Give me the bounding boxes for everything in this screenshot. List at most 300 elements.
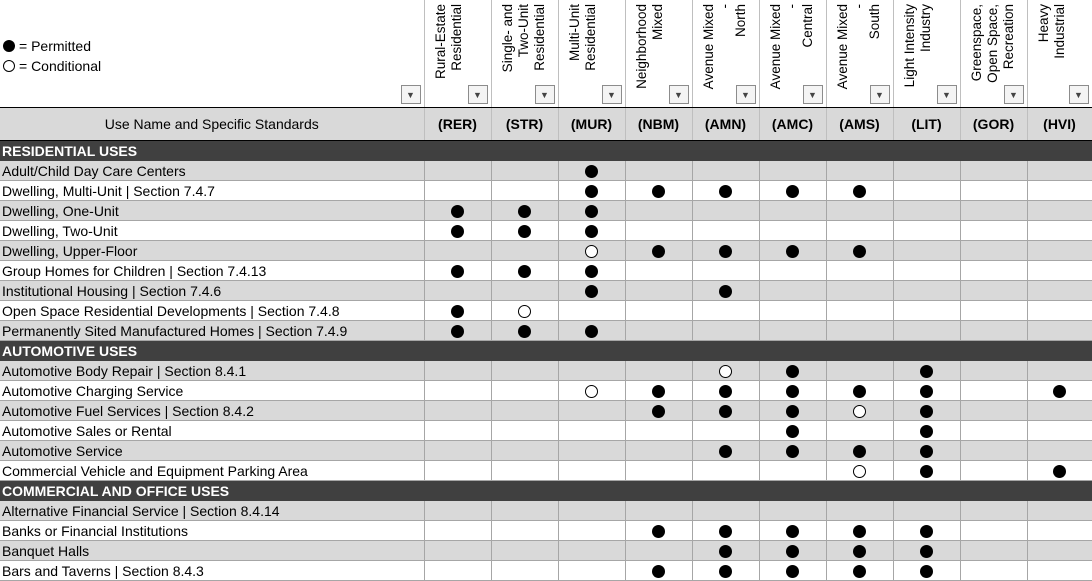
permission-cell[interactable] [893, 461, 960, 481]
permission-cell[interactable] [491, 541, 558, 561]
table-row[interactable] [0, 501, 1092, 521]
permission-cell[interactable] [759, 561, 826, 581]
permission-cell[interactable] [558, 461, 625, 481]
permission-cell[interactable] [893, 181, 960, 201]
filter-dropdown-button[interactable]: ▼ [937, 85, 957, 104]
permission-cell[interactable] [424, 261, 491, 281]
permission-cell[interactable] [759, 301, 826, 321]
table-row[interactable] [0, 201, 1092, 221]
permission-cell[interactable] [625, 441, 692, 461]
table-row[interactable] [0, 281, 1092, 301]
permission-cell[interactable] [692, 301, 759, 321]
filled-circle-icon [719, 185, 732, 198]
permission-cell[interactable] [960, 561, 1027, 581]
district-name-line: Avenue Mixed - [700, 4, 732, 90]
permission-cell[interactable] [826, 541, 893, 561]
permission-cell[interactable] [491, 261, 558, 281]
permission-cell[interactable] [424, 361, 491, 381]
section-filler-cell [491, 481, 558, 502]
permission-cell[interactable] [424, 321, 491, 341]
section-title: RESIDENTIAL USES [0, 141, 424, 162]
permission-cell[interactable] [692, 541, 759, 561]
section-filler-cell [960, 481, 1027, 502]
permission-cell[interactable] [692, 441, 759, 461]
permission-cell[interactable] [424, 381, 491, 401]
district-name-line: Industrial [1051, 4, 1067, 59]
district-name-line: Residential [448, 4, 464, 71]
permission-cell[interactable] [893, 221, 960, 241]
filter-dropdown-button[interactable]: ▼ [870, 85, 890, 104]
header-row [0, 0, 1092, 108]
permission-cell[interactable] [893, 361, 960, 381]
permission-cell[interactable] [558, 381, 625, 401]
permission-cell[interactable] [759, 181, 826, 201]
permission-cell[interactable] [558, 201, 625, 221]
permission-cell[interactable] [558, 321, 625, 341]
permission-cell[interactable] [1027, 521, 1092, 541]
permission-cell[interactable] [491, 221, 558, 241]
permission-cell[interactable] [491, 421, 558, 441]
permission-cell[interactable] [960, 301, 1027, 321]
permission-cell[interactable] [960, 241, 1027, 261]
permission-cell[interactable] [692, 181, 759, 201]
table-row[interactable] [0, 401, 1092, 421]
section-filler-cell [625, 481, 692, 502]
permission-cell[interactable] [625, 241, 692, 261]
permission-cell[interactable] [491, 301, 558, 321]
permission-cell[interactable] [625, 541, 692, 561]
permission-cell[interactable] [424, 241, 491, 261]
permission-cell[interactable] [960, 321, 1027, 341]
permission-cell[interactable] [491, 161, 558, 181]
permission-cell[interactable] [960, 461, 1027, 481]
filter-dropdown-button[interactable]: ▼ [669, 85, 689, 104]
permission-cell[interactable] [893, 301, 960, 321]
permission-cell[interactable] [759, 421, 826, 441]
permission-cell[interactable] [893, 321, 960, 341]
open-circle-icon [853, 465, 866, 478]
district-name-line: Open Space, [984, 4, 1000, 83]
filled-circle-icon [652, 405, 665, 418]
district-code: (AMN) [692, 108, 759, 141]
filter-dropdown-button[interactable]: ▼ [535, 85, 555, 104]
permission-cell[interactable] [759, 401, 826, 421]
permission-cell[interactable] [692, 241, 759, 261]
permission-cell[interactable] [558, 561, 625, 581]
filled-circle-icon [719, 545, 732, 558]
permission-cell[interactable] [1027, 201, 1092, 221]
district-name-line: South [866, 4, 882, 40]
section-filler-cell [625, 341, 692, 362]
district-code-row [0, 108, 1092, 141]
permission-cell[interactable] [625, 381, 692, 401]
permission-cell[interactable] [759, 381, 826, 401]
permission-cell[interactable] [692, 261, 759, 281]
permission-cell[interactable] [625, 201, 692, 221]
permission-cell[interactable] [625, 281, 692, 301]
permission-cell[interactable] [960, 501, 1027, 521]
permission-cell[interactable] [893, 261, 960, 281]
use-name[interactable]: Permanently Sited Manufactured Homes | Section 7.4.9 [0, 321, 424, 341]
permission-cell[interactable] [1027, 401, 1092, 421]
permission-cell[interactable] [960, 401, 1027, 421]
permission-cell[interactable] [692, 361, 759, 381]
permission-cell[interactable] [491, 201, 558, 221]
permission-cell[interactable] [424, 501, 491, 521]
permission-cell[interactable] [558, 241, 625, 261]
permission-cell[interactable] [759, 541, 826, 561]
permission-cell[interactable] [759, 461, 826, 481]
open-circle-icon [3, 60, 15, 72]
permission-cell[interactable] [424, 401, 491, 421]
use-name[interactable]: Adult/Child Day Care Centers [0, 161, 424, 181]
permission-cell[interactable] [1027, 241, 1092, 261]
permission-cell[interactable] [625, 361, 692, 381]
permission-cell[interactable] [1027, 381, 1092, 401]
permission-cell[interactable] [826, 401, 893, 421]
district-name-line: Heavy [1035, 4, 1051, 43]
permission-cell[interactable] [893, 281, 960, 301]
filter-dropdown-button[interactable]: ▼ [736, 85, 756, 104]
permission-cell[interactable] [491, 401, 558, 421]
section-filler-cell [692, 341, 759, 362]
filled-circle-icon [518, 325, 531, 338]
open-circle-icon [853, 405, 866, 418]
filter-dropdown-button[interactable]: ▼ [468, 85, 488, 104]
permission-cell[interactable] [558, 501, 625, 521]
filled-circle-icon [920, 405, 933, 418]
filter-dropdown-button[interactable]: ▼ [803, 85, 823, 104]
permission-cell[interactable] [960, 381, 1027, 401]
section-filler-cell [826, 341, 893, 362]
permission-cell[interactable] [424, 421, 491, 441]
permission-cell[interactable] [625, 301, 692, 321]
permission-cell[interactable] [893, 541, 960, 561]
permission-cell[interactable] [625, 461, 692, 481]
use-name[interactable]: Automotive Sales or Rental [0, 421, 424, 441]
permission-cell[interactable] [491, 281, 558, 301]
permission-cell[interactable] [424, 301, 491, 321]
permission-cell[interactable] [424, 541, 491, 561]
district-name-line: Recreation [1000, 4, 1016, 70]
permission-cell[interactable] [826, 381, 893, 401]
permission-cell[interactable] [491, 241, 558, 261]
section-filler-cell [826, 481, 893, 502]
permission-cell[interactable] [759, 281, 826, 301]
section-filler-cell [692, 481, 759, 502]
permission-cell[interactable] [759, 221, 826, 241]
permission-cell[interactable] [826, 501, 893, 521]
permission-cell[interactable] [424, 561, 491, 581]
permission-cell[interactable] [826, 461, 893, 481]
permission-cell[interactable] [692, 321, 759, 341]
filter-dropdown-button[interactable]: ▼ [602, 85, 622, 104]
table-row[interactable] [0, 221, 1092, 241]
filled-circle-icon [585, 265, 598, 278]
filled-circle-icon [585, 225, 598, 238]
permission-cell[interactable] [558, 301, 625, 321]
permission-cell[interactable] [759, 261, 826, 281]
use-name[interactable]: Dwelling, Two-Unit [0, 221, 424, 241]
permission-cell[interactable] [1027, 181, 1092, 201]
table-row[interactable] [0, 421, 1092, 441]
permission-cell[interactable] [1027, 301, 1092, 321]
table-row[interactable] [0, 181, 1092, 201]
permission-cell[interactable] [558, 521, 625, 541]
permission-cell[interactable] [826, 441, 893, 461]
district-header [692, 0, 759, 108]
use-name[interactable]: Banks or Financial Institutions [0, 521, 424, 541]
permission-cell[interactable] [424, 521, 491, 541]
permission-cell[interactable] [558, 261, 625, 281]
filled-circle-icon [1053, 465, 1066, 478]
filled-circle-icon [585, 165, 598, 178]
permission-cell[interactable] [625, 401, 692, 421]
permission-cell[interactable] [558, 161, 625, 181]
filled-circle-icon [920, 445, 933, 458]
permission-cell[interactable] [893, 161, 960, 181]
permission-cell[interactable] [491, 521, 558, 541]
permission-cell[interactable] [826, 261, 893, 281]
table-row[interactable] [0, 541, 1092, 561]
permission-cell[interactable] [826, 221, 893, 241]
permission-cell[interactable] [692, 501, 759, 521]
permission-cell[interactable] [960, 181, 1027, 201]
table-row[interactable] [0, 161, 1092, 181]
permission-cell[interactable] [893, 521, 960, 541]
use-name[interactable]: Automotive Fuel Services | Section 8.4.2 [0, 401, 424, 421]
permission-cell[interactable] [692, 401, 759, 421]
section-filler-cell [558, 481, 625, 502]
permission-cell[interactable] [960, 261, 1027, 281]
permission-cell[interactable] [826, 181, 893, 201]
district-name-line: Residential [531, 4, 547, 71]
table-row[interactable] [0, 301, 1092, 321]
district-name-line: Avenue Mixed - [767, 4, 799, 90]
use-name[interactable]: Open Space Residential Developments | Section 7.4.8 [0, 301, 424, 321]
permission-cell[interactable] [491, 381, 558, 401]
permission-cell[interactable] [625, 321, 692, 341]
district-name-line: North [732, 4, 748, 38]
filter-dropdown-button[interactable]: ▼ [1004, 85, 1024, 104]
use-name[interactable]: Commercial Vehicle and Equipment Parking Area [0, 461, 424, 481]
filled-circle-icon [451, 305, 464, 318]
permission-cell[interactable] [1027, 161, 1092, 181]
table-row[interactable] [0, 321, 1092, 341]
permission-cell[interactable] [893, 561, 960, 581]
filled-circle-icon [652, 525, 665, 538]
use-name[interactable]: Automotive Service [0, 441, 424, 461]
use-name[interactable]: Bars and Taverns | Section 8.4.3 [0, 561, 424, 581]
permission-cell[interactable] [1027, 561, 1092, 581]
section-filler-cell [1027, 141, 1092, 162]
district-name-line: Multi-Unit [566, 4, 582, 62]
permission-cell[interactable] [692, 381, 759, 401]
permission-cell[interactable] [960, 201, 1027, 221]
permission-cell[interactable] [960, 361, 1027, 381]
permission-cell[interactable] [1027, 461, 1092, 481]
permission-cell[interactable] [692, 421, 759, 441]
use-name[interactable]: Alternative Financial Service | Section 8.4.14 [0, 501, 424, 521]
use-name[interactable]: Automotive Body Repair | Section 8.4.1 [0, 361, 424, 381]
permission-cell[interactable] [491, 501, 558, 521]
section-filler-cell [625, 141, 692, 162]
permission-cell[interactable] [692, 461, 759, 481]
permission-cell[interactable] [625, 161, 692, 181]
use-name[interactable]: Automotive Charging Service [0, 381, 424, 401]
table-row[interactable] [0, 381, 1092, 401]
permission-cell[interactable] [759, 161, 826, 181]
table-row[interactable] [0, 561, 1092, 581]
permission-cell[interactable] [424, 461, 491, 481]
permission-cell[interactable] [692, 221, 759, 241]
permission-cell[interactable] [893, 401, 960, 421]
permission-cell[interactable] [1027, 261, 1092, 281]
use-name[interactable]: Banquet Halls [0, 541, 424, 561]
section-filler-cell [960, 141, 1027, 162]
filled-circle-icon [719, 385, 732, 398]
permission-cell[interactable] [1027, 541, 1092, 561]
open-circle-icon [518, 305, 531, 318]
permission-cell[interactable] [625, 181, 692, 201]
filter-dropdown-button[interactable]: ▼ [401, 85, 421, 104]
filled-circle-icon [853, 385, 866, 398]
filter-dropdown-button[interactable]: ▼ [1069, 85, 1089, 104]
permission-cell[interactable] [826, 421, 893, 441]
use-name[interactable]: Group Homes for Children | Section 7.4.13 [0, 261, 424, 281]
permission-cell[interactable] [558, 441, 625, 461]
district-code: (AMC) [759, 108, 826, 141]
permission-cell[interactable] [625, 221, 692, 241]
permission-cell[interactable] [1027, 421, 1092, 441]
filled-circle-icon [853, 565, 866, 578]
table-row[interactable] [0, 441, 1092, 461]
permission-cell[interactable] [759, 201, 826, 221]
permission-cell[interactable] [893, 421, 960, 441]
district-code: (GOR) [960, 108, 1027, 141]
permission-cell[interactable] [1027, 281, 1092, 301]
district-code: (LIT) [893, 108, 960, 141]
section-filler-cell [893, 141, 960, 162]
permission-cell[interactable] [826, 361, 893, 381]
permission-cell[interactable] [491, 461, 558, 481]
permission-cell[interactable] [826, 281, 893, 301]
permission-cell[interactable] [893, 381, 960, 401]
permission-cell[interactable] [625, 261, 692, 281]
permission-cell[interactable] [692, 281, 759, 301]
use-name[interactable]: Dwelling, Multi-Unit | Section 7.4.7 [0, 181, 424, 201]
permission-cell[interactable] [558, 281, 625, 301]
use-name[interactable]: Dwelling, Upper-Floor [0, 241, 424, 261]
permission-cell[interactable] [625, 421, 692, 441]
permission-cell[interactable] [826, 241, 893, 261]
permission-cell[interactable] [692, 561, 759, 581]
permission-cell[interactable] [491, 181, 558, 201]
permission-cell[interactable] [491, 441, 558, 461]
permission-cell[interactable] [1027, 221, 1092, 241]
permission-cell[interactable] [759, 321, 826, 341]
permission-cell[interactable] [960, 521, 1027, 541]
permission-cell[interactable] [960, 541, 1027, 561]
permission-cell[interactable] [960, 421, 1027, 441]
permission-cell[interactable] [893, 501, 960, 521]
permission-cell[interactable] [1027, 321, 1092, 341]
permission-cell[interactable] [1027, 361, 1092, 381]
table-row[interactable] [0, 461, 1092, 481]
permission-cell[interactable] [558, 361, 625, 381]
permission-cell[interactable] [424, 441, 491, 461]
permission-cell[interactable] [625, 521, 692, 541]
permission-cell[interactable] [1027, 501, 1092, 521]
table-row[interactable] [0, 361, 1092, 381]
permission-cell[interactable] [692, 521, 759, 541]
permission-cell[interactable] [960, 441, 1027, 461]
section-filler-cell [759, 481, 826, 502]
section-filler-cell [759, 141, 826, 162]
permission-cell[interactable] [893, 241, 960, 261]
permission-cell[interactable] [893, 441, 960, 461]
permission-cell[interactable] [424, 161, 491, 181]
permission-cell[interactable] [625, 501, 692, 521]
permission-cell[interactable] [759, 501, 826, 521]
permission-cell[interactable] [759, 361, 826, 381]
permission-cell[interactable] [826, 161, 893, 181]
permission-cell[interactable] [424, 281, 491, 301]
permission-cell[interactable] [826, 301, 893, 321]
permission-cell[interactable] [826, 561, 893, 581]
filled-circle-icon [853, 245, 866, 258]
permission-cell[interactable] [960, 281, 1027, 301]
permission-cell[interactable] [558, 541, 625, 561]
permission-cell[interactable] [424, 221, 491, 241]
section-filler-cell [893, 481, 960, 502]
use-name[interactable]: Dwelling, One-Unit [0, 201, 424, 221]
permission-cell[interactable] [826, 321, 893, 341]
district-name-line: Central [799, 4, 815, 48]
permission-cell[interactable] [759, 441, 826, 461]
permission-cell[interactable] [893, 201, 960, 221]
permission-cell[interactable] [558, 421, 625, 441]
permission-cell[interactable] [1027, 441, 1092, 461]
permission-cell[interactable] [491, 361, 558, 381]
section-filler-cell [960, 341, 1027, 362]
permission-cell[interactable] [491, 561, 558, 581]
permission-cell[interactable] [558, 181, 625, 201]
permission-cell[interactable] [759, 521, 826, 541]
permission-cell[interactable] [558, 221, 625, 241]
permission-cell[interactable] [491, 321, 558, 341]
permission-cell[interactable] [692, 161, 759, 181]
permission-cell[interactable] [625, 561, 692, 581]
permission-cell[interactable] [692, 201, 759, 221]
permission-cell[interactable] [558, 401, 625, 421]
table-row[interactable] [0, 241, 1092, 261]
table-row[interactable] [0, 261, 1092, 281]
use-name[interactable]: Institutional Housing | Section 7.4.6 [0, 281, 424, 301]
permission-cell[interactable] [424, 201, 491, 221]
permission-cell[interactable] [759, 241, 826, 261]
table-row[interactable] [0, 521, 1092, 541]
permission-cell[interactable] [960, 161, 1027, 181]
permission-cell[interactable] [960, 221, 1027, 241]
permission-cell[interactable] [424, 181, 491, 201]
permission-cell[interactable] [826, 521, 893, 541]
filled-circle-icon [585, 205, 598, 218]
district-code: (NBM) [625, 108, 692, 141]
district-code: (MUR) [558, 108, 625, 141]
permission-cell[interactable] [826, 201, 893, 221]
section-filler-cell [1027, 341, 1092, 362]
